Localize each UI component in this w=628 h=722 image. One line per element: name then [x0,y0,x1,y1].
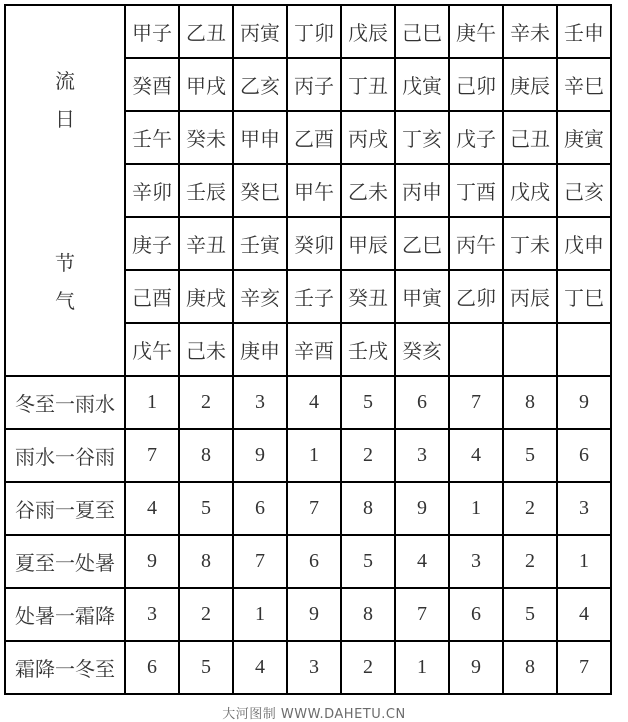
number-cell: 5 [341,535,395,588]
number-cell: 5 [179,482,233,535]
number-cell: 9 [557,376,611,429]
ganzhi-cell: 癸卯 [287,217,341,270]
ganzhi-cell: 庚子 [125,217,179,270]
ganzhi-cell: 癸丑 [341,270,395,323]
number-cell: 7 [233,535,287,588]
number-cell: 6 [449,588,503,641]
ganzhi-cell: 癸亥 [395,323,449,376]
ganzhi-cell: 甲子 [125,5,179,58]
ganzhi-cell: 丁卯 [287,5,341,58]
ganzhi-cell: 壬申 [557,5,611,58]
number-cell: 3 [233,376,287,429]
period-row [5,641,611,694]
ganzhi-cell: 己亥 [557,164,611,217]
period-label: 处暑一霜降 [5,588,125,641]
ganzhi-cell: 丙戌 [341,111,395,164]
ganzhi-cell: 乙酉 [287,111,341,164]
number-cell: 2 [503,482,557,535]
number-cell: 8 [341,482,395,535]
ganzhi-cell: 戊申 [557,217,611,270]
ganzhi-cell: 壬辰 [179,164,233,217]
header-char: 气 [55,288,75,313]
number-cell: 2 [179,588,233,641]
ganzhi-cell: 乙亥 [233,58,287,111]
ganzhi-cell: 庚戌 [179,270,233,323]
ganzhi-cell: 丙辰 [503,270,557,323]
ganzhi-cell: 壬寅 [233,217,287,270]
number-cell: 4 [557,588,611,641]
period-label: 雨水一谷雨 [5,429,125,482]
number-cell: 6 [233,482,287,535]
number-cell: 1 [449,482,503,535]
number-cell: 4 [287,376,341,429]
header-char: 日 [55,106,75,131]
period-row [5,535,611,588]
number-cell: 6 [287,535,341,588]
number-cell: 6 [557,429,611,482]
number-cell: 5 [503,429,557,482]
ganzhi-cell: 甲辰 [341,217,395,270]
number-cell: 3 [449,535,503,588]
number-cell: 8 [179,429,233,482]
ganzhi-cell: 辛卯 [125,164,179,217]
period-label: 谷雨一夏至 [5,482,125,535]
liuri-jieqi-table [4,4,612,695]
number-cell: 4 [395,535,449,588]
number-cell: 5 [341,376,395,429]
number-cell: 9 [125,535,179,588]
ganzhi-cell: 辛巳 [557,58,611,111]
number-cell: 4 [449,429,503,482]
header-char: 流 [55,68,75,93]
ganzhi-cell-empty [557,323,611,376]
number-cell: 3 [395,429,449,482]
ganzhi-cell: 己未 [179,323,233,376]
ganzhi-cell: 己卯 [449,58,503,111]
ganzhi-cell: 庚辰 [503,58,557,111]
ganzhi-cell: 戊寅 [395,58,449,111]
period-label: 夏至一处暑 [5,535,125,588]
ganzhi-cell: 丙子 [287,58,341,111]
number-cell: 5 [503,588,557,641]
ganzhi-cell-empty [503,323,557,376]
number-cell: 8 [341,588,395,641]
number-cell: 1 [233,588,287,641]
ganzhi-cell: 癸未 [179,111,233,164]
ganzhi-cell: 甲寅 [395,270,449,323]
ganzhi-cell: 庚午 [449,5,503,58]
ganzhi-cell: 丁未 [503,217,557,270]
period-row [5,588,611,641]
ganzhi-cell: 己巳 [395,5,449,58]
ganzhi-cell: 辛酉 [287,323,341,376]
ganzhi-cell: 丁酉 [449,164,503,217]
ganzhi-cell: 丙申 [395,164,449,217]
ganzhi-cell: 乙巳 [395,217,449,270]
number-cell: 7 [557,641,611,694]
number-cell: 1 [125,376,179,429]
number-cell: 9 [449,641,503,694]
ganzhi-cell: 壬戌 [341,323,395,376]
number-cell: 8 [503,641,557,694]
ganzhi-cell: 丁丑 [341,58,395,111]
ganzhi-cell: 甲申 [233,111,287,164]
number-cell: 9 [233,429,287,482]
ganzhi-cell: 戊午 [125,323,179,376]
number-cell: 6 [125,641,179,694]
ganzhi-cell: 丁亥 [395,111,449,164]
number-cell: 4 [233,641,287,694]
number-cell: 7 [395,588,449,641]
period-row [5,376,611,429]
ganzhi-cell: 己丑 [503,111,557,164]
period-label: 冬至一雨水 [5,376,125,429]
ganzhi-cell: 癸酉 [125,58,179,111]
ganzhi-cell: 己酉 [125,270,179,323]
ganzhi-cell: 丙寅 [233,5,287,58]
ganzhi-cell: 辛丑 [179,217,233,270]
number-cell: 7 [449,376,503,429]
period-row [5,429,611,482]
ganzhi-cell: 辛亥 [233,270,287,323]
ganzhi-cell: 庚申 [233,323,287,376]
period-row [5,482,611,535]
ganzhi-cell: 戊辰 [341,5,395,58]
number-cell: 2 [503,535,557,588]
ganzhi-cell: 癸巳 [233,164,287,217]
ganzhi-cell: 丙午 [449,217,503,270]
ganzhi-cell: 丁巳 [557,270,611,323]
header-group-jieqi [6,251,124,313]
ganzhi-cell: 乙丑 [179,5,233,58]
number-cell: 1 [557,535,611,588]
ganzhi-cell: 甲午 [287,164,341,217]
number-cell: 4 [125,482,179,535]
number-cell: 6 [395,376,449,429]
number-cell: 3 [125,588,179,641]
number-cell: 1 [287,429,341,482]
header-group-liuri [6,69,124,131]
watermark-footer: 大河图制 WWW.DAHETU.CN [222,707,406,722]
table-body [5,5,611,694]
number-cell: 7 [125,429,179,482]
ganzhi-cell: 壬午 [125,111,179,164]
number-cell: 9 [395,482,449,535]
ganzhi-cell: 乙未 [341,164,395,217]
ganzhi-cell: 庚寅 [557,111,611,164]
ganzhi-cell: 甲戌 [179,58,233,111]
number-cell: 7 [287,482,341,535]
number-cell: 8 [179,535,233,588]
period-label: 霜降一冬至 [5,641,125,694]
ganzhi-cell: 壬子 [287,270,341,323]
ganzhi-cell: 乙卯 [449,270,503,323]
number-cell: 1 [395,641,449,694]
ganzhi-cell-empty [449,323,503,376]
header-char: 节 [55,250,75,275]
number-cell: 2 [341,429,395,482]
table-row [5,5,611,58]
number-cell: 8 [503,376,557,429]
number-cell: 3 [557,482,611,535]
ganzhi-cell: 戊子 [449,111,503,164]
number-cell: 3 [287,641,341,694]
number-cell: 2 [179,376,233,429]
number-cell: 5 [179,641,233,694]
ganzhi-cell: 戊戌 [503,164,557,217]
header-label-cell [5,5,125,376]
number-cell: 2 [341,641,395,694]
ganzhi-cell: 辛未 [503,5,557,58]
number-cell: 9 [287,588,341,641]
